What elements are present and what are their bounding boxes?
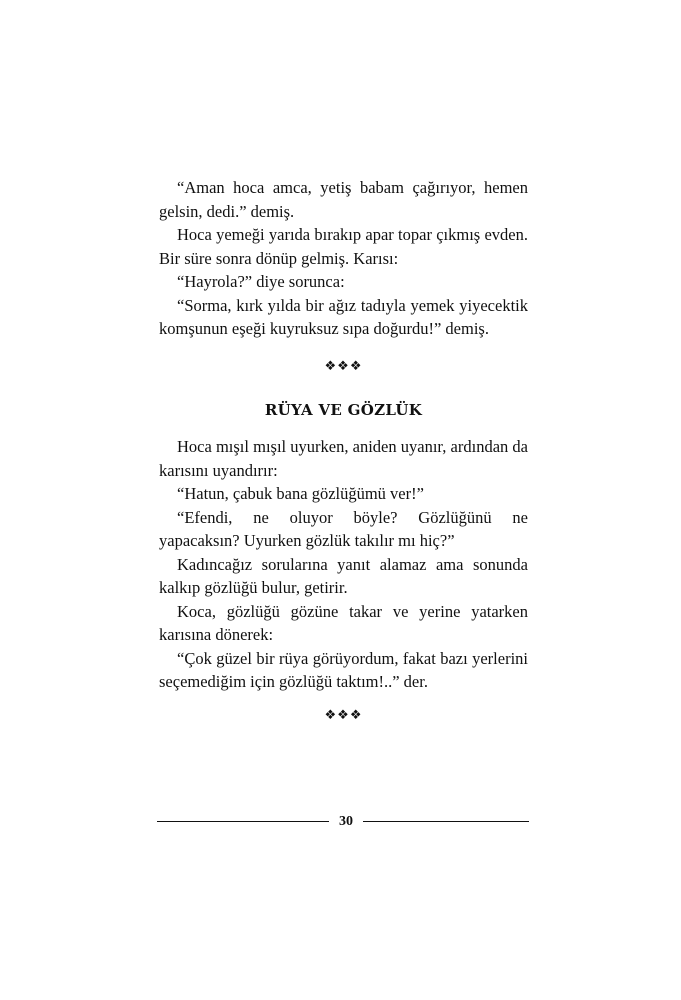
paragraph: Hoca mışıl mışıl uyurken, aniden uyanır, ardından da karısını uyandırır: — [159, 437, 528, 480]
footer-rule-left — [157, 821, 329, 822]
section-title: RÜYA VE GÖZLÜK — [264, 401, 423, 419]
paragraph: “Aman hoca amca, yetiş babam çağırıyor, hemen gelsin, dedi.” demiş. — [159, 178, 528, 221]
footer-rule-right — [363, 821, 529, 822]
paragraph: “Hayrola?” diye sorunca: — [177, 272, 345, 291]
paragraph: “Hatun, çabuk bana gözlüğümü ver!” — [177, 484, 424, 503]
paragraph: “Efendi, ne oluyor böyle? Gözlüğünü ne yapacaksın? Uyurken gözlük takılır mı hiç?” — [159, 507, 528, 550]
section-separator-ornament: ❖❖❖ — [324, 359, 363, 374]
section-separator-ornament: ❖❖❖ — [324, 708, 363, 723]
paragraph: “Çok güzel bir rüya görüyordum, fakat bazı yerlerini seçemediğim için gözlüğü taktım!..” der. — [159, 648, 528, 691]
story-1-text — [159, 176, 528, 341]
paragraph: Kadıncağız sorularına yanıt alamaz ama sonunda kalkıp gözlüğü bulur, getirir. — [159, 554, 528, 597]
paragraph: “Sorma, kırk yılda bir ağız tadıyla yemek yiyecektik komşunun eşeği kuyruksuz sıpa doğurdu!” demiş. — [159, 295, 528, 338]
paragraph: Hoca yemeği yarıda bırakıp apar topar çıkmış evden. Bir süre sonra dönüp gelmiş. Karısı: — [159, 225, 528, 268]
page-number: 30 — [339, 814, 353, 829]
paragraph: Koca, gözlüğü gözüne takar ve yerine yatarken karısına dönerek: — [159, 601, 528, 644]
page-footer — [157, 812, 529, 832]
story-2-text — [159, 435, 528, 694]
